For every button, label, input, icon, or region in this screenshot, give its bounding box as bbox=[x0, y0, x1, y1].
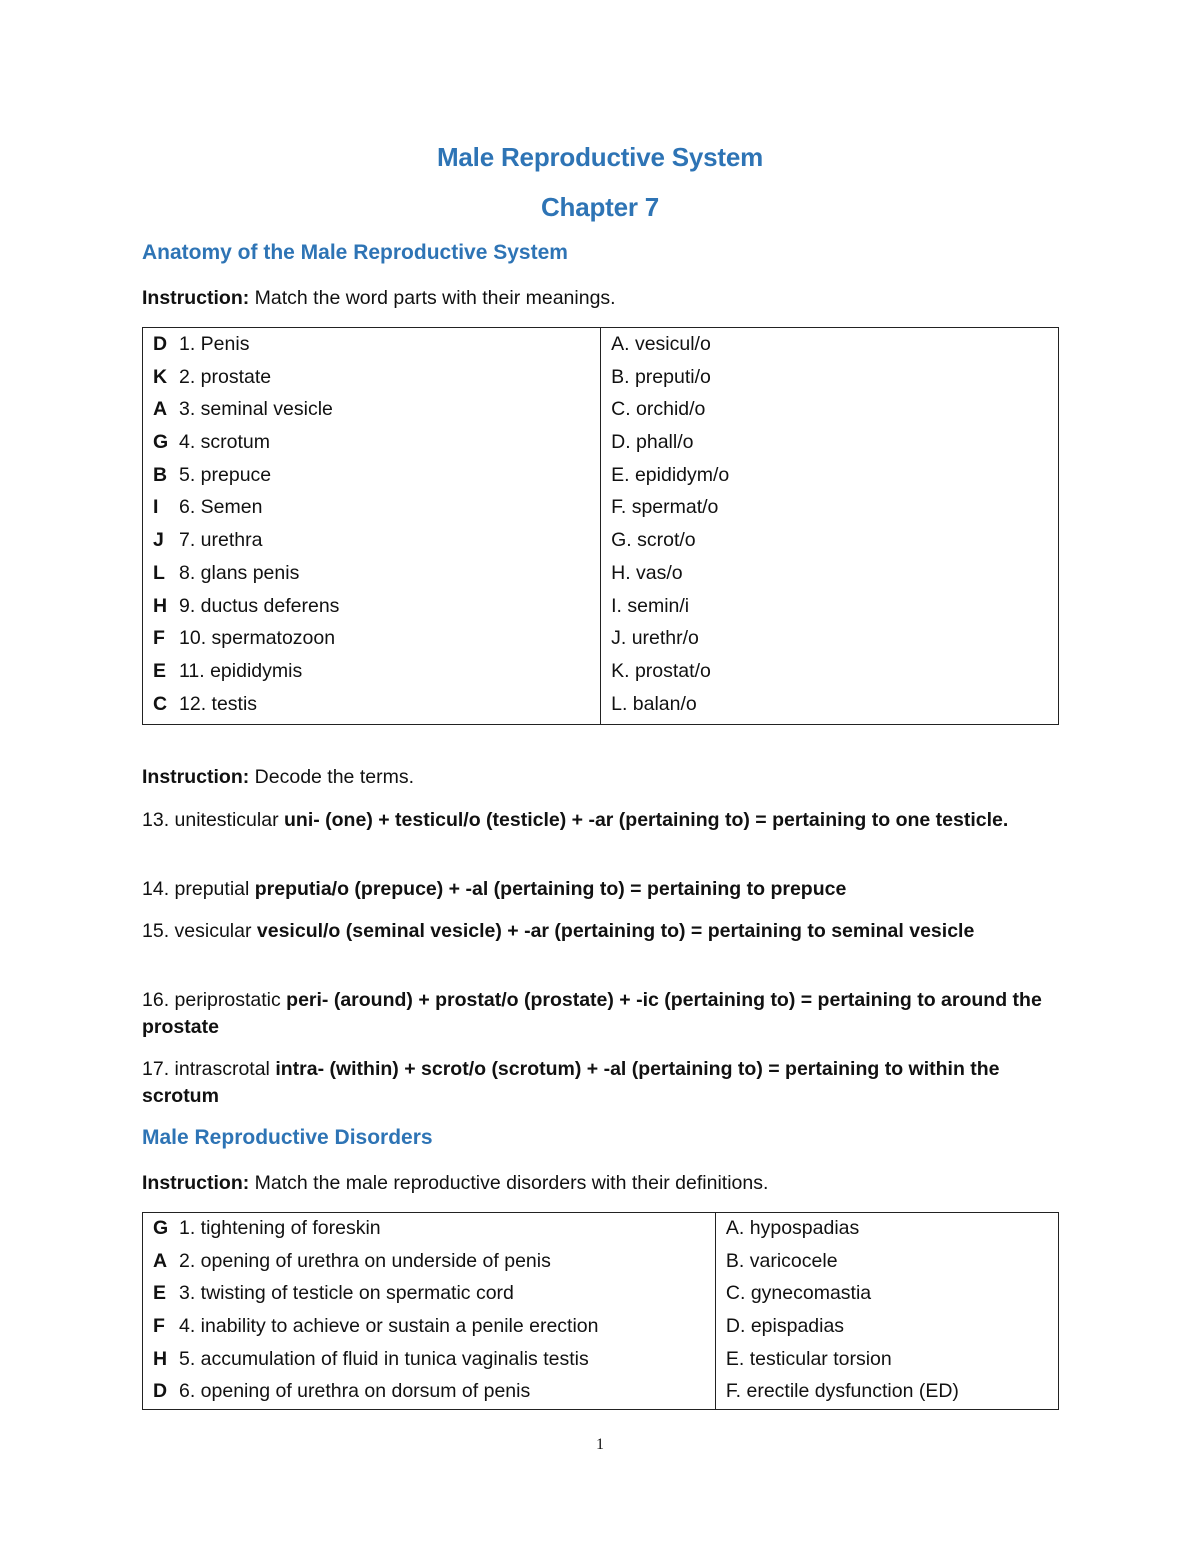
item-text: 5. accumulation of fluid in tunica vaginalis testis bbox=[179, 1347, 589, 1370]
answer-letter: G bbox=[153, 431, 169, 454]
item-text: 4. inability to achieve or sustain a penile erection bbox=[179, 1315, 599, 1338]
item-text: 3. twisting of testicle on spermatic cord bbox=[179, 1282, 514, 1305]
decode-term: 16. periprostatic bbox=[142, 989, 287, 1011]
instruction-label: Instruction: bbox=[142, 287, 250, 309]
table-row: H. vas/o bbox=[611, 561, 683, 584]
decode-item-17 bbox=[142, 1056, 1062, 1110]
table-row: A. hypospadias bbox=[725, 1217, 860, 1239]
table-row bbox=[153, 427, 600, 460]
table-row bbox=[153, 1344, 715, 1377]
instruction-anatomy bbox=[142, 287, 616, 310]
table-row bbox=[153, 394, 600, 427]
item-text: 6. Semen bbox=[179, 496, 263, 519]
item-text: 1. tightening of foreskin bbox=[179, 1217, 381, 1239]
decode-answer: intra- (within) + scrot/o (scrotum) + -al (pertaining to) = pertaining to within the scrotum bbox=[142, 1058, 1000, 1107]
table-row bbox=[153, 1311, 715, 1344]
section-heading-disorders: Male Reproductive Disorders bbox=[142, 1126, 433, 1149]
instruction-label: Instruction: bbox=[142, 1172, 250, 1194]
table-row bbox=[153, 656, 600, 689]
item-text: 1. Penis bbox=[179, 333, 250, 355]
decode-answer: uni- (one) + testicul/o (testicle) + -ar (pertaining to) = pertaining to one testicle. bbox=[284, 809, 1009, 831]
item-text: 12. testis bbox=[179, 692, 258, 715]
table-row bbox=[153, 1376, 715, 1409]
table-row: A. vesicul/o bbox=[611, 333, 711, 355]
table-row bbox=[153, 1246, 715, 1279]
answer-letter: L bbox=[153, 561, 165, 584]
page-number: 1 bbox=[596, 1436, 604, 1453]
chapter-title: Chapter 7 bbox=[540, 192, 660, 222]
instruction-decode bbox=[142, 766, 414, 789]
table-row: B. varicocele bbox=[725, 1249, 838, 1272]
table-row bbox=[153, 591, 600, 624]
table-row bbox=[153, 460, 600, 493]
decode-term: 14. preputial bbox=[142, 878, 255, 900]
item-text: 11. epididymis bbox=[179, 659, 303, 682]
instruction-text: Decode the terms. bbox=[249, 766, 414, 788]
table-row bbox=[153, 525, 600, 558]
item-text: 2. opening of urethra on underside of penis bbox=[179, 1249, 551, 1272]
disorders-matching-table bbox=[142, 1212, 1059, 1410]
decode-item-13 bbox=[142, 807, 1062, 834]
table-row: K. prostat/o bbox=[611, 659, 711, 682]
answer-letter: D bbox=[153, 1380, 168, 1403]
instruction-label: Instruction: bbox=[142, 766, 250, 788]
anatomy-terms-column bbox=[143, 328, 601, 725]
document-title: Male Reproductive System bbox=[436, 142, 764, 172]
answer-letter: G bbox=[153, 1217, 169, 1239]
disorders-names-column bbox=[715, 1213, 1058, 1410]
decode-answer: vesicul/o (seminal vesicle) + -ar (pertaining to) = pertaining to seminal vesicle bbox=[256, 920, 975, 942]
disorders-definitions-column bbox=[143, 1213, 716, 1410]
item-text: 9. ductus deferens bbox=[179, 594, 340, 617]
table-row bbox=[153, 623, 600, 656]
table-row: E. testicular torsion bbox=[725, 1347, 892, 1370]
decode-answer: peri- (around) + prostat/o (prostate) + -ic (pertaining to) = pertaining to around the prostate bbox=[142, 989, 1042, 1038]
table-row: L. balan/o bbox=[611, 692, 697, 715]
answer-letter: E bbox=[153, 1282, 167, 1305]
answer-letter: K bbox=[153, 365, 168, 388]
answer-letter: F bbox=[153, 1315, 165, 1338]
table-row: G. scrot/o bbox=[611, 529, 696, 552]
instruction-text: Match the word parts with their meanings. bbox=[249, 287, 616, 309]
decode-answer: preputia/o (prepuce) + -al (pertaining to) = pertaining to prepuce bbox=[254, 878, 847, 900]
answer-letter: C bbox=[153, 692, 168, 715]
instruction-text: Match the male reproductive disorders with their definitions. bbox=[249, 1172, 769, 1194]
decode-item-14 bbox=[142, 876, 1062, 903]
item-text: 8. glans penis bbox=[179, 561, 300, 584]
answer-letter: B bbox=[153, 463, 168, 486]
table-row: E. epididym/o bbox=[611, 463, 730, 486]
table-row: F. spermat/o bbox=[611, 496, 719, 519]
answer-letter: H bbox=[153, 594, 168, 617]
table-row: I. semin/i bbox=[611, 594, 690, 617]
answer-letter: F bbox=[153, 627, 165, 650]
instruction-disorders bbox=[142, 1172, 768, 1195]
table-row: J. urethr/o bbox=[611, 627, 699, 650]
section-heading-anatomy: Anatomy of the Male Reproductive System bbox=[142, 241, 568, 264]
answer-letter: E bbox=[153, 659, 167, 682]
item-text: 3. seminal vesicle bbox=[179, 398, 333, 421]
table-row bbox=[153, 329, 600, 362]
answer-letter: D bbox=[153, 333, 168, 355]
item-text: 7. urethra bbox=[179, 529, 263, 552]
decode-item-16 bbox=[142, 987, 1062, 1041]
table-row bbox=[153, 689, 600, 722]
decode-term: 17. intrascrotal bbox=[142, 1058, 276, 1080]
table-row: C. gynecomastia bbox=[725, 1282, 872, 1305]
item-text: 5. prepuce bbox=[179, 463, 272, 486]
item-text: 2. prostate bbox=[179, 365, 272, 388]
anatomy-matching-table bbox=[142, 327, 1059, 725]
table-row: B. preputi/o bbox=[611, 365, 711, 388]
anatomy-wordparts-column bbox=[601, 328, 1059, 725]
table-row bbox=[153, 362, 600, 395]
item-text: 4. scrotum bbox=[179, 431, 271, 454]
table-row: D. epispadias bbox=[725, 1315, 845, 1338]
answer-letter: A bbox=[153, 1249, 168, 1272]
table-row bbox=[153, 1278, 715, 1311]
item-text: 6. opening of urethra on dorsum of penis bbox=[179, 1380, 531, 1403]
answer-letter: I bbox=[153, 496, 159, 519]
answer-letter: A bbox=[153, 398, 168, 421]
decode-item-15 bbox=[142, 918, 1062, 945]
item-text: 10. spermatozoon bbox=[179, 627, 336, 650]
table-row bbox=[153, 492, 600, 525]
table-row: D. phall/o bbox=[611, 431, 694, 454]
answer-letter: H bbox=[153, 1347, 168, 1370]
table-row bbox=[153, 558, 600, 591]
table-row: C. orchid/o bbox=[611, 398, 706, 421]
table-row bbox=[153, 1213, 715, 1246]
decode-term: 15. vesicular bbox=[142, 920, 257, 942]
answer-letter: J bbox=[153, 529, 164, 552]
table-row: F. erectile dysfunction (ED) bbox=[725, 1380, 959, 1403]
decode-term: 13. unitesticular bbox=[142, 809, 284, 831]
